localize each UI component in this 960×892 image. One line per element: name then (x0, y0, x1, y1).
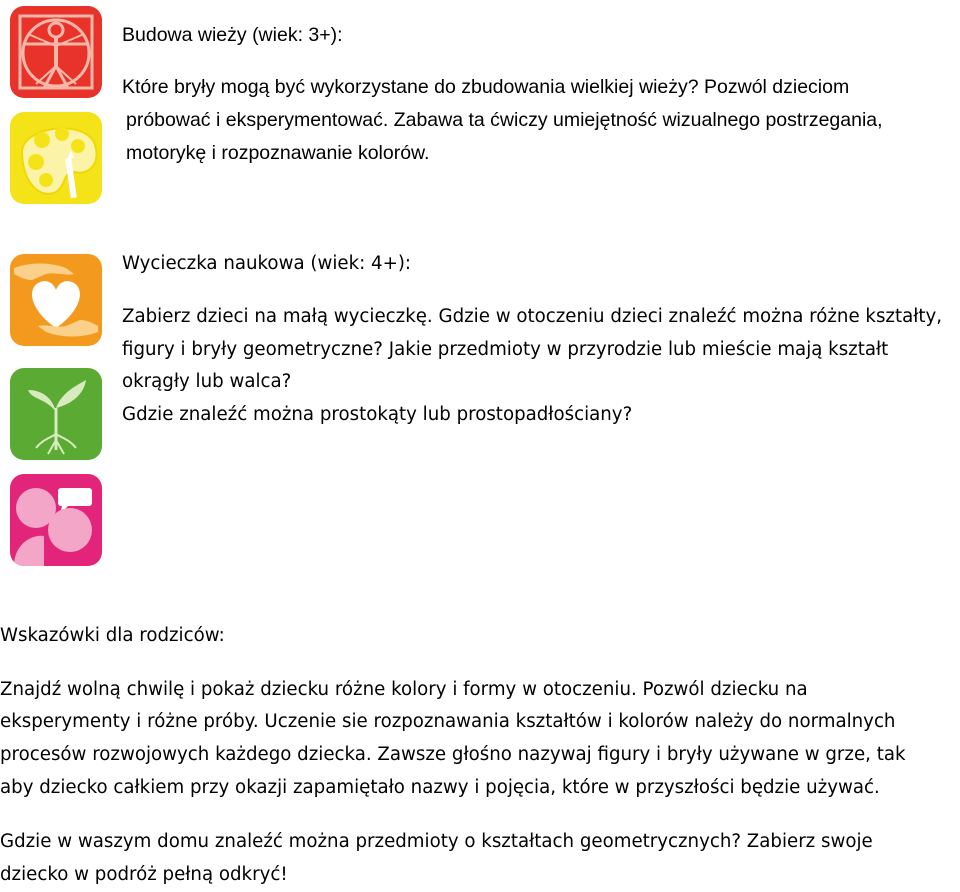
section-text-line: motorykę i rozpoznawanie kolorów. (126, 142, 430, 164)
section-title-tower: Budowa wieży (wiek: 3+): (122, 24, 343, 46)
parents-text-line: dziecko w podróż pełną odkryć! (0, 864, 288, 885)
hands-heart-icon (10, 254, 102, 346)
parents-tips-title: Wskazówki dla rodziców: (0, 625, 225, 646)
parents-text-line: Znajdź wolną chwilę i pokaż dziecku różne kolory i formy w otoczeniu. Pozwól dziecku na (0, 679, 808, 700)
section-title-trip: Wycieczka naukowa (wiek: 4+): (122, 253, 412, 274)
section-text-line: Gdzie znaleźć można prostokąty lub prostopadłościany? (122, 404, 633, 425)
parents-text-line: procesów rozwojowych każdego dziecka. Zawsze głośno nazywaj figury i bryły używane w grze, tak (0, 744, 906, 765)
parents-text-line: eksperymenty i różne próby. Uczenie sie rozpoznawania kształtów i kolorów należy do normalnych (0, 711, 896, 732)
parents-text-line: Gdzie w waszym domu znaleźć można przedmioty o kształtach geometrycznych? Zabierz swoje (0, 831, 873, 852)
vitruvian-man-icon (10, 6, 102, 98)
section-text-line: okrągły lub walca? (122, 371, 292, 392)
section-text-line: Które bryły mogą być wykorzystane do zbudowania wielkiej wieży? Pozwól dzieciom (122, 76, 850, 98)
parents-text-line: aby dziecko całkiem przy okazji zapamiętało nazwy i pojęcia, które w przyszłości będzie używać. (0, 777, 880, 798)
section-text-line: Zabierz dzieci na małą wycieczkę. Gdzie w otoczeniu dzieci znaleźć można różne kształty, (122, 306, 943, 327)
section-text-line: figury i bryły geometryczne? Jakie przedmioty w przyrodzie lub mieście mają kształt (122, 339, 889, 360)
speech-people-icon (10, 474, 102, 566)
section-text-line: próbować i eksperymentować. Zabawa ta ćwiczy umiejętność wizualnego postrzegania, (126, 109, 883, 131)
sprout-plant-icon (10, 368, 102, 460)
paint-palette-icon (10, 112, 102, 204)
